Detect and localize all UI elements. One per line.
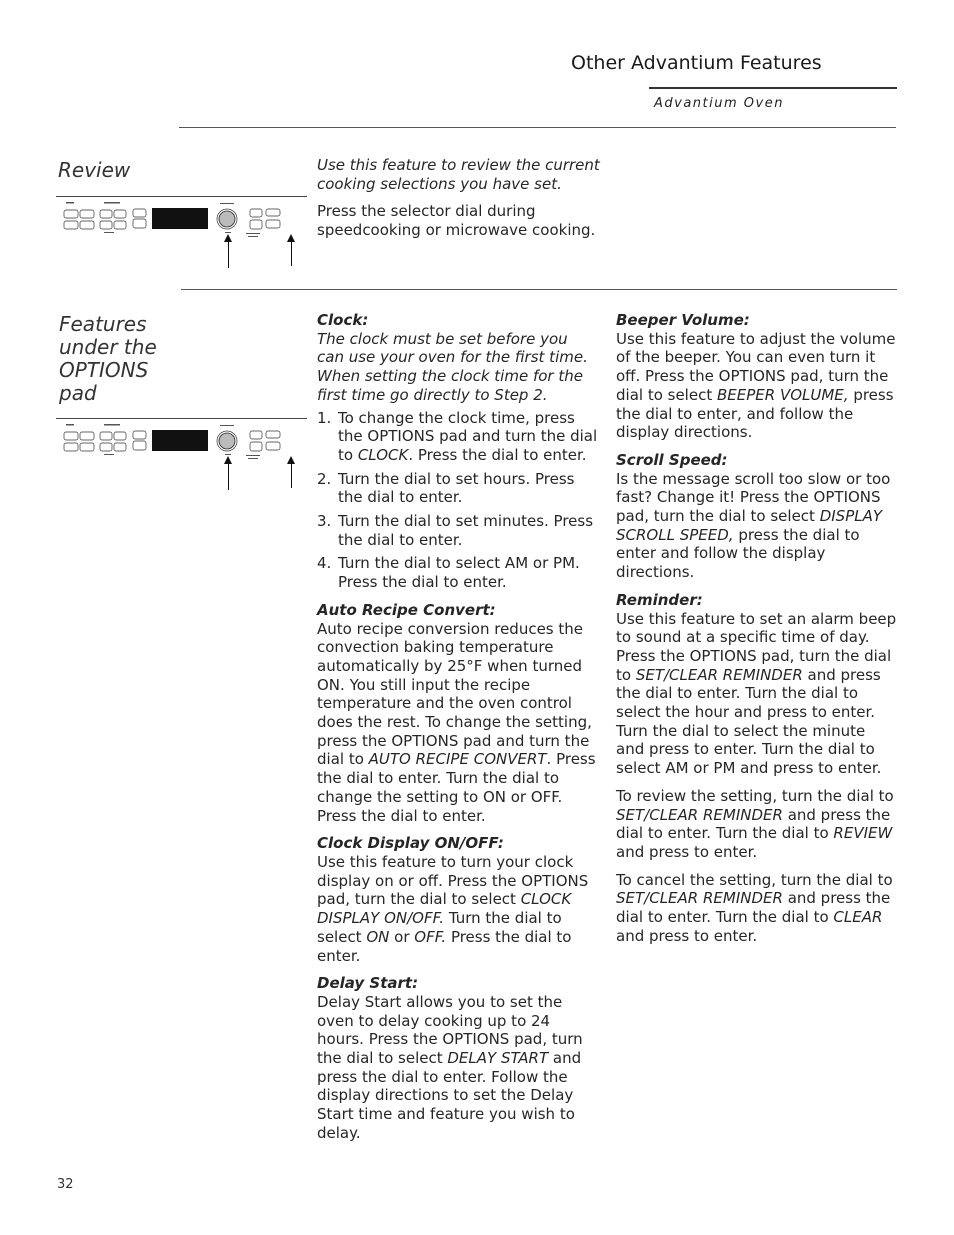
emphasis: SET/CLEAR REMINDER [635, 665, 803, 684]
emphasis: AUTO RECIPE CONVERT [368, 750, 547, 769]
step-number: 1. [317, 408, 332, 427]
page-header-subtitle: Advantium Oven [654, 96, 784, 111]
pointer-arrow [291, 462, 292, 488]
text-span: and press to enter. [616, 842, 758, 861]
section-divider [181, 289, 897, 290]
text-span: press the dial to enter, and follow the display directions. [616, 385, 894, 442]
review-text: Press the selector dial during speedcooking or microwave cooking. [317, 202, 596, 240]
text-span: press the dial to enter and follow the display directions. [616, 525, 860, 582]
reminder-text [616, 610, 898, 778]
panel-display [152, 430, 208, 451]
reminder-cancel-text [616, 871, 898, 946]
control-panel-illustration-options [60, 420, 305, 466]
text-span: or [389, 927, 415, 946]
emphasis: DISPLAY SCROLL SPEED, [616, 507, 883, 544]
scroll-speed-text [616, 470, 898, 582]
page-number: 32 [57, 1177, 74, 1192]
beeper-heading: Beeper Volume: [616, 311, 750, 329]
reminder-heading: Reminder: [616, 590, 703, 609]
selector-dial [219, 211, 235, 227]
text-span: and press the dial to enter. Turn the dial to select the hour and press to enter. Turn the dial to select the minute and press to enter. Turn the dial to select AM or PM and press to enter. [616, 665, 882, 778]
text-span: and press the dial to enter. Turn the dial to [616, 805, 891, 843]
step-text: To change the clock time, press the OPTIONS pad and turn the dial to [338, 408, 598, 464]
options-column-middle [317, 311, 599, 1143]
text-span: Turn the dial to select [317, 909, 562, 946]
emphasis: ON [366, 927, 390, 946]
list-item [317, 409, 599, 465]
auto-recipe-heading: Auto Recipe Convert: [317, 600, 496, 619]
text-span: Is the message scroll too slow or too fast? Change it! Press the OPTIONS pad, turn the dial to select [616, 469, 891, 526]
options-title-rule [56, 418, 307, 419]
review-title-rule [56, 196, 307, 197]
title-line: pad [59, 381, 97, 405]
text-span: Use this feature to set an alarm beep to sound at a specific time of day. Press the OPTIONS pad, turn the dial to [616, 609, 897, 684]
list-item [317, 470, 599, 507]
emphasis: OFF. [414, 927, 447, 946]
text-span: Use this feature to turn your clock display on or off. Press the OPTIONS pad, turn the dial to select [317, 852, 589, 909]
clock-intro: The clock must be set before you can use your oven for the first time. When setting the clock time for the first time go directly to Step 2. [317, 329, 588, 404]
text-span: and press the dial to enter. Turn the dial to [616, 889, 891, 927]
scroll-speed-heading: Scroll Speed: [616, 450, 728, 469]
step-text: . Press the dial to enter. [408, 445, 587, 464]
emphasis: REVIEW [833, 824, 893, 843]
control-panel-illustration-review [60, 198, 305, 244]
list-item [317, 554, 599, 591]
review-section-title: Review [58, 158, 131, 182]
step-number: 2. [317, 469, 332, 488]
text-span: Use this feature to adjust the volume of the beeper. You can even turn it off. Press the OPTIONS pad, turn the dial to select [616, 329, 896, 404]
pointer-arrow [291, 240, 292, 266]
step-number: 4. [317, 554, 332, 573]
step-emphasis: CLOCK [357, 445, 409, 464]
section-divider [179, 127, 896, 128]
title-line: OPTIONS [59, 358, 149, 382]
review-intro: Use this feature to review the current cooking selections you have set. [317, 156, 600, 193]
text-span: . Press the dial to enter. Turn the dial to change the setting to ON or OFF. Press the dial to enter. [317, 750, 596, 825]
pointer-arrow [228, 240, 229, 268]
beeper-text [616, 330, 898, 442]
emphasis: BEEPER VOLUME, [716, 385, 849, 404]
title-line: under the [59, 335, 157, 359]
delay-start-heading: Delay Start: [317, 974, 419, 993]
panel-display [152, 208, 208, 229]
header-rule [649, 87, 897, 89]
options-section-title [59, 313, 157, 405]
step-text: Turn the dial to set minutes. Press the dial to enter. [338, 512, 594, 549]
text-span: Delay Start allows you to set the oven to delay cooking up to 24 hours. Press the OPTIONS pad, turn the dial to select [317, 992, 583, 1068]
pointer-arrow [228, 462, 229, 490]
emphasis: DELAY START [447, 1049, 549, 1068]
auto-recipe-text [317, 620, 599, 826]
text-span: and press the dial to enter. Follow the display directions to set the Delay Start time and feature you wish to delay. [317, 1049, 582, 1142]
delay-start-text [317, 993, 599, 1143]
text-span: Auto recipe conversion reduces the convection baking temperature automatically by 25°F when turned ON. You still input the recipe temperature and the oven control does the rest. To change the setting, press the OPTIONS pad and turn the dial to [317, 619, 592, 769]
selector-dial [219, 433, 235, 449]
text-span: Press the dial to enter. [317, 927, 572, 965]
step-number: 3. [317, 512, 332, 531]
clock-steps [317, 409, 599, 592]
review-description [317, 156, 602, 240]
reminder-review-text [616, 787, 898, 862]
text-span: and press to enter. [616, 926, 758, 945]
step-text: Turn the dial to select AM or PM. Press the dial to enter. [338, 554, 580, 592]
emphasis: CLOCK DISPLAY ON/OFF. [317, 890, 572, 928]
clock-display-heading: Clock Display ON/OFF: [317, 834, 504, 853]
emphasis: SET/CLEAR REMINDER [616, 805, 783, 824]
options-column-right [616, 311, 898, 946]
list-item [317, 512, 599, 549]
text-span: To cancel the setting, turn the dial to [616, 870, 893, 889]
clock-display-text [317, 853, 599, 965]
text-span: To review the setting, turn the dial to [616, 786, 894, 805]
emphasis: CLEAR [833, 908, 883, 927]
title-line: Features [59, 312, 147, 336]
emphasis: SET/CLEAR REMINDER [616, 889, 783, 908]
step-text: Turn the dial to set hours. Press the dial to enter. [338, 469, 575, 507]
page-header-title: Other Advantium Features [571, 52, 822, 74]
clock-heading: Clock: [317, 311, 369, 329]
